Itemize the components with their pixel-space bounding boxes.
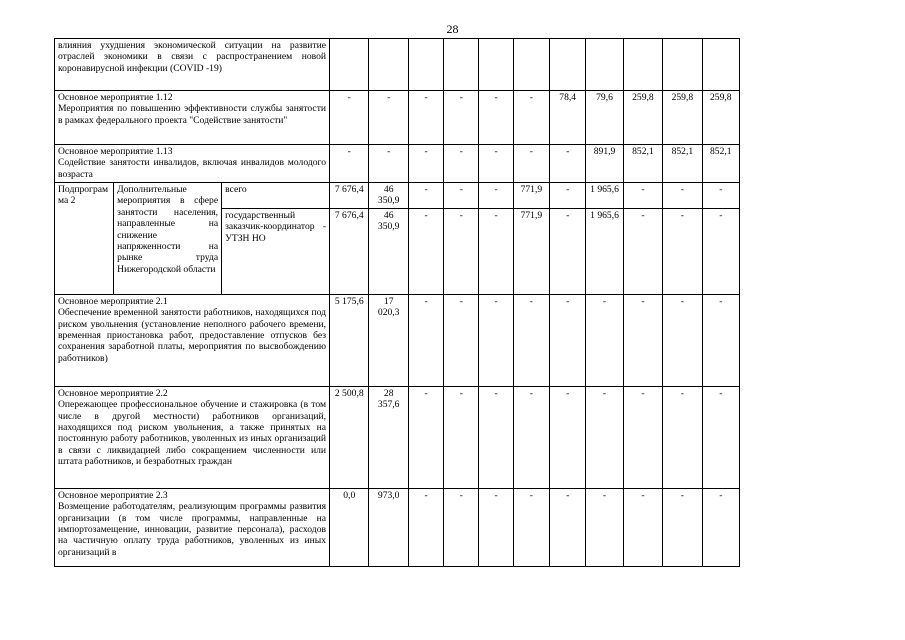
value-cell xyxy=(663,39,702,91)
measure-row xyxy=(55,294,740,386)
value-cell: - xyxy=(702,208,739,294)
value-cell: - xyxy=(479,183,513,209)
value-cell: - xyxy=(479,488,513,566)
value-cell: 973,0 xyxy=(369,488,408,566)
subprogram-label: Подпрограмма 2 xyxy=(55,183,114,295)
value-cell: - xyxy=(444,386,479,488)
value-cell xyxy=(550,39,586,91)
measure-title: Основное мероприятие 2.3 xyxy=(58,489,168,501)
value-cell: - xyxy=(330,91,369,145)
value-cell: - xyxy=(586,294,623,386)
value-cell xyxy=(408,39,443,91)
value-cell: - xyxy=(623,488,662,566)
value-cell: 1 965,6 xyxy=(586,183,623,209)
value-cell: - xyxy=(623,208,662,294)
value-cell: - xyxy=(479,294,513,386)
value-cell xyxy=(369,39,408,91)
value-cell: - xyxy=(408,294,443,386)
value-cell: - xyxy=(663,386,702,488)
value-cell: - xyxy=(550,386,586,488)
value-cell: 771,9 xyxy=(513,208,549,294)
value-cell: - xyxy=(444,488,479,566)
measure-row xyxy=(55,488,740,566)
value-cell: - xyxy=(513,386,549,488)
value-cell: - xyxy=(550,488,586,566)
measure-text: Возмещение работодателям, реализующим программы развития организации (в том числе программы, направленные на импортозамещение, инновации, развитие персонала), расходов на частичную оплату труда работников, уволенных из иных организаций в xyxy=(58,501,327,558)
value-cell: 1 965,6 xyxy=(586,208,623,294)
value-cell: - xyxy=(408,208,443,294)
measure-text: Обеспечение временной занятости работников, находящихся под риском увольнения (установление неполного рабочего времени, временная приостановка работ, предоставление отпусков без сохранения заработной платы, мероприятия по высвобождению работников) xyxy=(58,307,327,364)
value-cell: 852,1 xyxy=(702,145,739,183)
value-cell xyxy=(513,39,549,91)
measure-description xyxy=(55,488,330,566)
value-cell: - xyxy=(586,488,623,566)
value-cell xyxy=(330,39,369,91)
value-cell: - xyxy=(369,145,408,183)
measure-title: Основное мероприятие 2.1 xyxy=(58,295,168,307)
value-cell: - xyxy=(663,208,702,294)
measure-description xyxy=(55,386,330,488)
value-cell: 78,4 xyxy=(550,91,586,145)
measure-row xyxy=(55,145,740,183)
value-cell: - xyxy=(550,145,586,183)
value-cell: - xyxy=(702,386,739,488)
value-cell: - xyxy=(408,488,443,566)
measure-description xyxy=(55,91,330,145)
value-cell: - xyxy=(513,91,549,145)
value-cell: - xyxy=(479,145,513,183)
value-cell: 0,0 xyxy=(330,488,369,566)
value-cell: - xyxy=(479,91,513,145)
value-cell xyxy=(444,39,479,91)
measure-title: Основное мероприятие 2.2 xyxy=(58,387,168,399)
measure-row xyxy=(55,386,740,488)
value-cell: 891,9 xyxy=(586,145,623,183)
value-cell: - xyxy=(408,183,443,209)
value-cell: 259,8 xyxy=(663,91,702,145)
value-cell: - xyxy=(444,145,479,183)
value-cell: - xyxy=(550,294,586,386)
value-cell xyxy=(586,39,623,91)
subprogram-name: Дополнительные мероприятия в сфере занятости населения, направленные на снижение напряженности на рынке труда Нижегородской области xyxy=(114,183,222,295)
value-cell: 46 350,9 xyxy=(369,183,408,209)
measure-title: Основное мероприятие 1.12 xyxy=(58,92,173,103)
value-cell: - xyxy=(702,488,739,566)
measure-title: Основное мероприятие 1.13 xyxy=(58,146,173,157)
measure-text: Опережающее профессиональное обучение и стажировка (в том числе в другой местности) работников организаций, находящихся под риском увольнения, а также принятых на постоянную работу работников, уволенных из иных организаций в связи с ликвидацией либо сокращением численности или штата работников, и безработных граждан xyxy=(58,399,327,468)
value-cell: - xyxy=(550,183,586,209)
value-cell: 852,1 xyxy=(663,145,702,183)
value-cell: 852,1 xyxy=(623,145,662,183)
measure-description xyxy=(55,145,330,183)
value-cell: - xyxy=(369,91,408,145)
value-cell: - xyxy=(663,183,702,209)
value-cell xyxy=(623,39,662,91)
value-cell: - xyxy=(513,294,549,386)
value-cell: - xyxy=(513,488,549,566)
value-cell xyxy=(479,39,513,91)
page-number: 28 xyxy=(446,22,459,36)
value-cell: - xyxy=(479,208,513,294)
value-cell: 2 500,8 xyxy=(330,386,369,488)
measure-row xyxy=(55,39,740,91)
value-cell: 259,8 xyxy=(623,91,662,145)
value-cell: - xyxy=(702,294,739,386)
measure-description xyxy=(55,294,330,386)
value-cell: 17 020,3 xyxy=(369,294,408,386)
value-cell: 259,8 xyxy=(702,91,739,145)
value-cell: 28 357,6 xyxy=(369,386,408,488)
value-cell: - xyxy=(444,183,479,209)
value-cell: 46 350,9 xyxy=(369,208,408,294)
value-cell: 5 175,6 xyxy=(330,294,369,386)
measure-row xyxy=(55,91,740,145)
funding-source: государственный заказчик-координатор - УТЗН НО xyxy=(222,208,330,294)
funding-source: всего xyxy=(222,183,330,209)
subprogram-row xyxy=(55,183,740,209)
value-cell: - xyxy=(623,183,662,209)
value-cell: - xyxy=(479,386,513,488)
value-cell: - xyxy=(513,145,549,183)
value-cell: - xyxy=(550,208,586,294)
value-cell: 7 676,4 xyxy=(330,208,369,294)
value-cell: - xyxy=(702,183,739,209)
value-cell: 79,6 xyxy=(586,91,623,145)
value-cell: - xyxy=(330,145,369,183)
value-cell: - xyxy=(586,386,623,488)
value-cell: 7 676,4 xyxy=(330,183,369,209)
value-cell xyxy=(702,39,739,91)
measure-text: Мероприятия по повышению эффективности службы занятости в рамках федерального проекта "Содействие занятости" xyxy=(58,103,327,126)
value-cell: 771,9 xyxy=(513,183,549,209)
value-cell: - xyxy=(623,294,662,386)
value-cell: - xyxy=(444,91,479,145)
value-cell: - xyxy=(408,386,443,488)
value-cell: - xyxy=(623,386,662,488)
value-cell: - xyxy=(663,488,702,566)
value-cell: - xyxy=(663,294,702,386)
measure-text: влияния ухудшения экономической ситуации на развитие отраслей экономики в связи с распространением новой коронавирусной инфекции (COVID -19) xyxy=(58,40,327,74)
value-cell: - xyxy=(444,294,479,386)
budget-table xyxy=(54,38,740,567)
measure-text: Содействие занятости инвалидов, включая инвалидов молодого возраста xyxy=(58,157,327,180)
value-cell: - xyxy=(444,208,479,294)
measure-description xyxy=(55,39,330,91)
value-cell: - xyxy=(408,91,443,145)
value-cell: - xyxy=(408,145,443,183)
